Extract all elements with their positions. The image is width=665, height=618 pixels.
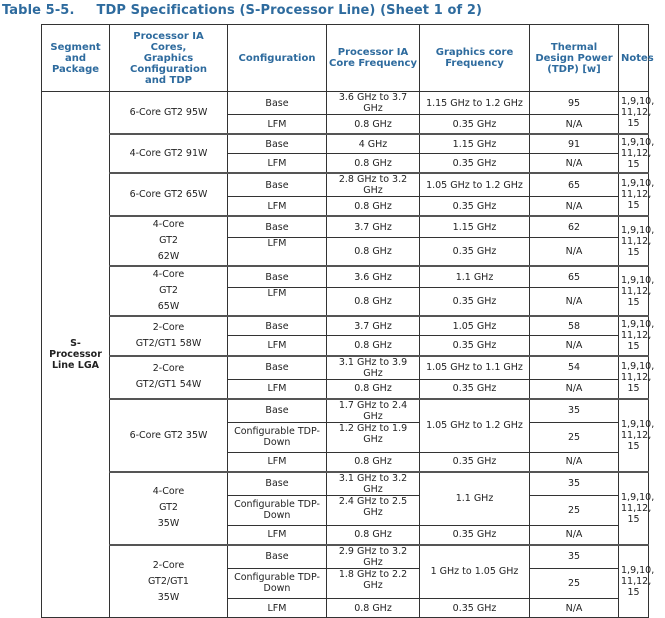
notes-cell <box>619 216 655 266</box>
processor-cell <box>110 316 228 355</box>
graphics-frequency-cell <box>420 452 530 472</box>
ia-frequency-cell <box>327 266 420 287</box>
text-line: Design Power <box>535 52 613 64</box>
processor-cell <box>110 216 228 266</box>
cell-text: 0.35 GHz <box>452 456 497 468</box>
configuration-cell <box>228 173 327 197</box>
ia-frequency-cell <box>327 545 420 569</box>
table-row <box>42 545 649 569</box>
cell-text: 35 <box>567 478 581 490</box>
ia-frequency-cell <box>327 336 420 356</box>
configuration-cell <box>228 336 327 356</box>
tdp-cell <box>530 356 619 380</box>
tdp-cell <box>530 197 619 217</box>
cell-text: 0.8 GHz <box>354 200 392 212</box>
graphics-frequency-cell <box>420 134 530 154</box>
text-line: 1,9,10, <box>621 360 655 372</box>
text-line: Base <box>265 179 289 191</box>
tdp-cell <box>530 495 619 525</box>
text-line: 11,12, <box>621 148 652 160</box>
configuration-cell <box>228 154 327 174</box>
cell-text: N/A <box>565 383 583 395</box>
cell-text: 0.35 GHz <box>452 200 497 212</box>
configuration-cell <box>228 545 327 569</box>
header-segment <box>42 25 110 92</box>
graphics-frequency-cell <box>420 379 530 399</box>
tdp-cell <box>530 154 619 174</box>
header-tdp <box>530 25 619 92</box>
cell-text: 25 <box>567 504 581 516</box>
text-line: 15 <box>627 440 640 452</box>
cell-text: 1.15 GHz to 1.2 GHz <box>426 97 523 109</box>
cell-text: 1.05 GHz to 1.1 GHz <box>426 362 523 374</box>
text-line: 1,9,10, <box>621 137 655 149</box>
notes-cell <box>619 356 655 399</box>
text-line: Base <box>265 271 289 283</box>
text-line: Base <box>265 320 289 332</box>
graphics-frequency-cell <box>420 197 530 217</box>
cell-text: 0.8 GHz <box>354 340 392 352</box>
text-line: 11,12, <box>621 502 652 514</box>
text-line: 1,9,10, <box>621 565 655 577</box>
cell-text: 1.05 GHz to 1.2 GHz <box>426 179 523 191</box>
text-line: Frequency <box>445 58 504 69</box>
tdp-cell <box>530 598 619 618</box>
configuration-cell <box>228 422 327 452</box>
text-line: Base <box>265 138 289 150</box>
cell-text: 2.9 GHz to 3.2 GHz <box>338 545 408 568</box>
text-line: Segment <box>50 41 101 53</box>
text-line: 11,12, <box>621 107 652 119</box>
configuration-cell <box>228 525 327 545</box>
table-title: TDP Specifications (S-Processor Line) (Sheet 1 of 2) <box>96 3 483 18</box>
ia-frequency-cell <box>327 568 420 598</box>
processor-cell <box>110 356 228 399</box>
graphics-frequency-cell <box>420 598 530 618</box>
cell-text: 1.2 GHz to 1.9 GHz <box>338 422 408 445</box>
text-line: Notes <box>621 52 654 64</box>
header-ia-frequency <box>327 25 420 92</box>
cell-text: 95 <box>567 97 581 109</box>
text-line: LFM <box>267 200 287 212</box>
cell-text: 1.1 GHz <box>455 493 494 505</box>
text-line: 15 <box>627 200 640 212</box>
configuration-cell <box>228 568 327 598</box>
cell-text: 65 <box>567 271 581 283</box>
text-line: 11,12, <box>621 576 652 588</box>
configuration-cell <box>228 197 327 217</box>
header-notes <box>619 25 654 92</box>
cell-text: 62 <box>567 221 581 233</box>
processor-cell <box>110 134 228 173</box>
text-line: 15 <box>627 159 640 171</box>
tdp-cell <box>530 379 619 399</box>
cell-text: N/A <box>565 296 583 308</box>
graphics-frequency-cell <box>420 472 530 526</box>
text-line: GT2 <box>159 285 178 297</box>
text-line: LFM <box>267 340 287 352</box>
cell-text: 1.05 GHz <box>452 320 497 332</box>
cell-text: 4 GHz <box>358 138 388 150</box>
tdp-cell <box>530 568 619 598</box>
text-line: 11,12, <box>621 285 652 297</box>
cell-text: 25 <box>567 431 581 443</box>
tdp-cell <box>530 173 619 197</box>
text-line: 15 <box>627 341 640 353</box>
configuration-cell <box>228 92 327 115</box>
graphics-frequency-cell <box>420 216 530 237</box>
cell-text: 0.35 GHz <box>452 383 497 395</box>
text-line: LFM <box>267 602 287 614</box>
cell-text: 0.35 GHz <box>452 157 497 169</box>
text-line: LFM <box>267 456 287 468</box>
text-line: 11,12, <box>621 235 652 247</box>
processor-cell <box>110 545 228 618</box>
graphics-frequency-cell <box>420 288 530 317</box>
ia-frequency-cell <box>327 422 420 452</box>
text-line: 1,9,10, <box>621 319 655 331</box>
graphics-frequency-cell <box>420 545 530 599</box>
text-line: GT2/GT1 58W <box>135 337 202 349</box>
cell-text: N/A <box>565 157 583 169</box>
cell-text: 0.8 GHz <box>354 246 392 258</box>
text-line: (TDP) [w] <box>547 63 601 75</box>
cell-text: N/A <box>565 118 583 130</box>
text-line: 4-Core GT2 91W <box>129 148 208 160</box>
cell-text: 0.8 GHz <box>354 157 392 169</box>
text-line: 65W <box>157 301 180 313</box>
cell-text: N/A <box>565 456 583 468</box>
cell-text: 1.05 GHz to 1.2 GHz <box>426 420 523 432</box>
text-line: 6-Core GT2 95W <box>129 107 208 119</box>
cell-text: 0.35 GHz <box>452 340 497 352</box>
text-line: Configurable TDP- <box>234 499 320 511</box>
graphics-frequency-cell <box>420 399 530 453</box>
cell-text: 0.35 GHz <box>452 529 497 541</box>
cell-text: 1 GHz to 1.05 GHz <box>430 566 519 578</box>
tdp-cell <box>530 115 619 135</box>
cell-text: 3.6 GHz to 3.7 GHz <box>338 92 408 114</box>
configuration-cell <box>228 356 327 380</box>
text-line: 6-Core GT2 35W <box>129 429 208 441</box>
tdp-cell <box>530 316 619 336</box>
text-line: 1,9,10, <box>621 96 655 108</box>
table-row <box>42 316 649 336</box>
configuration-cell <box>228 216 327 237</box>
tdp-cell <box>530 452 619 472</box>
notes-cell <box>619 472 655 545</box>
text-line: 11,12, <box>621 189 652 201</box>
ia-frequency-cell <box>327 472 420 496</box>
processor-cell <box>110 399 228 472</box>
ia-frequency-cell <box>327 92 420 115</box>
text-line: 15 <box>627 587 640 599</box>
cell-text: 0.35 GHz <box>452 602 497 614</box>
tdp-cell <box>530 422 619 452</box>
processor-cell <box>110 266 228 316</box>
text-line: Package <box>51 63 100 75</box>
text-line: and TDP <box>145 74 192 86</box>
text-line: 2-Core <box>152 363 185 375</box>
text-line: Graphics <box>143 52 194 64</box>
header-configuration <box>228 25 327 92</box>
text-line: Processor IA <box>337 47 409 58</box>
text-line: LFM <box>267 383 287 395</box>
configuration-cell <box>228 452 327 472</box>
cell-text: 0.35 GHz <box>452 246 497 258</box>
tdp-spec-table <box>41 24 655 618</box>
text-line: Processor <box>49 349 102 361</box>
table-row <box>42 472 649 496</box>
graphics-frequency-cell <box>420 336 530 356</box>
text-line: 6-Core GT2 65W <box>129 189 208 201</box>
graphics-frequency-cell <box>420 316 530 336</box>
text-line: 15 <box>627 382 640 394</box>
text-line: 2-Core <box>152 559 185 571</box>
text-line: Down <box>263 437 291 449</box>
processor-cell <box>110 173 228 216</box>
cell-text: 35 <box>567 405 581 417</box>
text-line: LFM <box>267 118 287 130</box>
cell-text: N/A <box>565 340 583 352</box>
ia-frequency-cell <box>327 238 420 267</box>
cell-text: 3.1 GHz to 3.2 GHz <box>338 472 408 495</box>
tdp-cell <box>530 288 619 317</box>
notes-cell <box>619 92 655 135</box>
text-line: 62W <box>157 251 180 263</box>
text-line: Base <box>265 478 289 490</box>
cell-text: 1.8 GHz to 2.2 GHz <box>338 568 408 591</box>
cell-text: 3.7 GHz <box>354 221 392 233</box>
configuration-cell <box>228 472 327 496</box>
cell-text: 3.6 GHz <box>354 271 392 283</box>
configuration-cell <box>228 238 327 267</box>
configuration-cell <box>228 115 327 135</box>
ia-frequency-cell <box>327 288 420 317</box>
ia-frequency-cell <box>327 134 420 154</box>
ia-frequency-cell <box>327 525 420 545</box>
graphics-frequency-cell <box>420 115 530 135</box>
cell-text: 0.8 GHz <box>354 296 392 308</box>
tdp-cell <box>530 525 619 545</box>
text-line: 4-Core <box>152 269 185 281</box>
cell-text: 65 <box>567 179 581 191</box>
text-line: 35W <box>157 518 180 530</box>
text-line: 2-Core <box>152 321 185 333</box>
text-line: Configurable TDP- <box>234 572 320 584</box>
header-processor <box>110 25 228 92</box>
graphics-frequency-cell <box>420 266 530 287</box>
ia-frequency-cell <box>327 316 420 336</box>
ia-frequency-cell <box>327 598 420 618</box>
text-line: Base <box>265 97 289 109</box>
notes-cell <box>619 266 655 316</box>
cell-text: N/A <box>565 200 583 212</box>
configuration-cell <box>228 495 327 525</box>
tdp-cell <box>530 134 619 154</box>
ia-frequency-cell <box>327 379 420 399</box>
graphics-frequency-cell <box>420 173 530 197</box>
text-line: 1,9,10, <box>621 178 655 190</box>
text-line: 4-Core <box>152 219 185 231</box>
text-line: 1,9,10, <box>621 274 655 286</box>
ia-frequency-cell <box>327 115 420 135</box>
cell-text: 25 <box>567 577 581 589</box>
text-line: S- <box>70 338 81 350</box>
text-line: 11,12, <box>621 371 652 383</box>
table-row <box>42 216 649 237</box>
cell-text: 3.1 GHz to 3.9 GHz <box>338 356 408 379</box>
tdp-cell <box>530 216 619 237</box>
text-line: 15 <box>627 513 640 525</box>
table-number: Table 5-5. <box>2 3 75 18</box>
cell-text: 58 <box>567 320 581 332</box>
text-line: LFM <box>267 238 287 250</box>
text-line: Configuration <box>238 52 316 64</box>
configuration-cell <box>228 316 327 336</box>
text-line: Down <box>263 583 291 595</box>
table-row <box>42 356 649 380</box>
segment-cell <box>42 92 110 618</box>
cell-text: 0.8 GHz <box>354 602 392 614</box>
ia-frequency-cell <box>327 452 420 472</box>
notes-cell <box>619 545 655 618</box>
cell-text: 1.1 GHz <box>455 271 494 283</box>
text-line: 4-Core <box>152 486 185 498</box>
header-graphics-frequency <box>420 25 530 92</box>
graphics-frequency-cell <box>420 154 530 174</box>
cell-text: 54 <box>567 362 581 374</box>
configuration-cell <box>228 288 327 317</box>
ia-frequency-cell <box>327 197 420 217</box>
text-line: Configuration <box>130 63 207 75</box>
table-row <box>42 266 649 287</box>
cell-text: 0.8 GHz <box>354 456 392 468</box>
cell-text: 0.8 GHz <box>354 529 392 541</box>
table-row <box>42 134 649 154</box>
text-line: Base <box>265 221 289 233</box>
text-line: 35W <box>157 591 180 603</box>
notes-cell <box>619 399 655 472</box>
cell-text: N/A <box>565 246 583 258</box>
graphics-frequency-cell <box>420 92 530 115</box>
text-line: GT2 <box>159 502 178 514</box>
cell-text: 1.7 GHz to 2.4 GHz <box>338 399 408 422</box>
text-line: Graphics core <box>435 47 514 58</box>
ia-frequency-cell <box>327 399 420 423</box>
text-line: Base <box>265 362 289 374</box>
text-line: GT2 <box>159 235 178 247</box>
tdp-cell <box>530 399 619 423</box>
text-line: 1,9,10, <box>621 418 655 430</box>
header-row <box>42 25 649 92</box>
text-line: 15 <box>627 118 640 130</box>
table-row <box>42 173 649 197</box>
text-line: Core Frequency <box>329 58 417 69</box>
notes-cell <box>619 173 655 216</box>
cell-text: N/A <box>565 529 583 541</box>
configuration-cell <box>228 379 327 399</box>
text-line: and <box>64 52 87 64</box>
text-line: Down <box>263 510 291 522</box>
text-line: Base <box>265 405 289 417</box>
text-line: Thermal <box>550 41 598 53</box>
notes-cell <box>619 316 655 355</box>
cell-text: 2.4 GHz to 2.5 GHz <box>338 495 408 518</box>
cell-text: N/A <box>565 602 583 614</box>
cell-text: 0.35 GHz <box>452 296 497 308</box>
text-line: GT2/GT1 <box>148 575 189 587</box>
table-caption <box>2 3 482 18</box>
table-row <box>42 92 649 115</box>
cell-text: 35 <box>567 551 581 563</box>
text-line: Base <box>265 551 289 563</box>
graphics-frequency-cell <box>420 356 530 380</box>
tdp-cell <box>530 545 619 569</box>
table-body <box>42 92 655 618</box>
cell-text: 0.35 GHz <box>452 118 497 130</box>
notes-cell <box>619 134 655 173</box>
graphics-frequency-cell <box>420 238 530 267</box>
ia-frequency-cell <box>327 154 420 174</box>
tdp-cell <box>530 472 619 496</box>
cell-text: 1.15 GHz <box>452 138 497 150</box>
text-line: 15 <box>627 246 640 258</box>
cell-text: 0.8 GHz <box>354 383 392 395</box>
tdp-cell <box>530 92 619 115</box>
cell-text: 3.7 GHz <box>354 320 392 332</box>
text-line: LFM <box>267 288 287 300</box>
text-line: 11,12, <box>621 429 652 441</box>
table-row <box>42 399 649 423</box>
text-line: 1,9,10, <box>621 224 655 236</box>
processor-cell <box>110 472 228 545</box>
processor-cell <box>110 92 228 135</box>
cell-text: 1.15 GHz <box>452 221 497 233</box>
text-line: 11,12, <box>621 330 652 342</box>
graphics-frequency-cell <box>420 525 530 545</box>
tdp-cell <box>530 266 619 287</box>
configuration-cell <box>228 598 327 618</box>
tdp-cell <box>530 336 619 356</box>
text-line: Line LGA <box>51 360 100 372</box>
configuration-cell <box>228 399 327 423</box>
ia-frequency-cell <box>327 173 420 197</box>
ia-frequency-cell <box>327 356 420 380</box>
ia-frequency-cell <box>327 216 420 237</box>
text-line: 15 <box>627 296 640 308</box>
text-line: Cores, <box>150 41 187 53</box>
text-line: Processor IA <box>133 30 204 42</box>
cell-text: 0.8 GHz <box>354 118 392 130</box>
tdp-cell <box>530 238 619 267</box>
text-line: LFM <box>267 157 287 169</box>
text-line: LFM <box>267 529 287 541</box>
ia-frequency-cell <box>327 495 420 525</box>
cell-text: 91 <box>567 138 581 150</box>
text-line: Configurable TDP- <box>234 426 320 438</box>
cell-text: 2.8 GHz to 3.2 GHz <box>338 174 408 197</box>
configuration-cell <box>228 134 327 154</box>
text-line: 1,9,10, <box>621 491 655 503</box>
text-line: GT2/GT1 54W <box>135 379 202 391</box>
configuration-cell <box>228 266 327 287</box>
